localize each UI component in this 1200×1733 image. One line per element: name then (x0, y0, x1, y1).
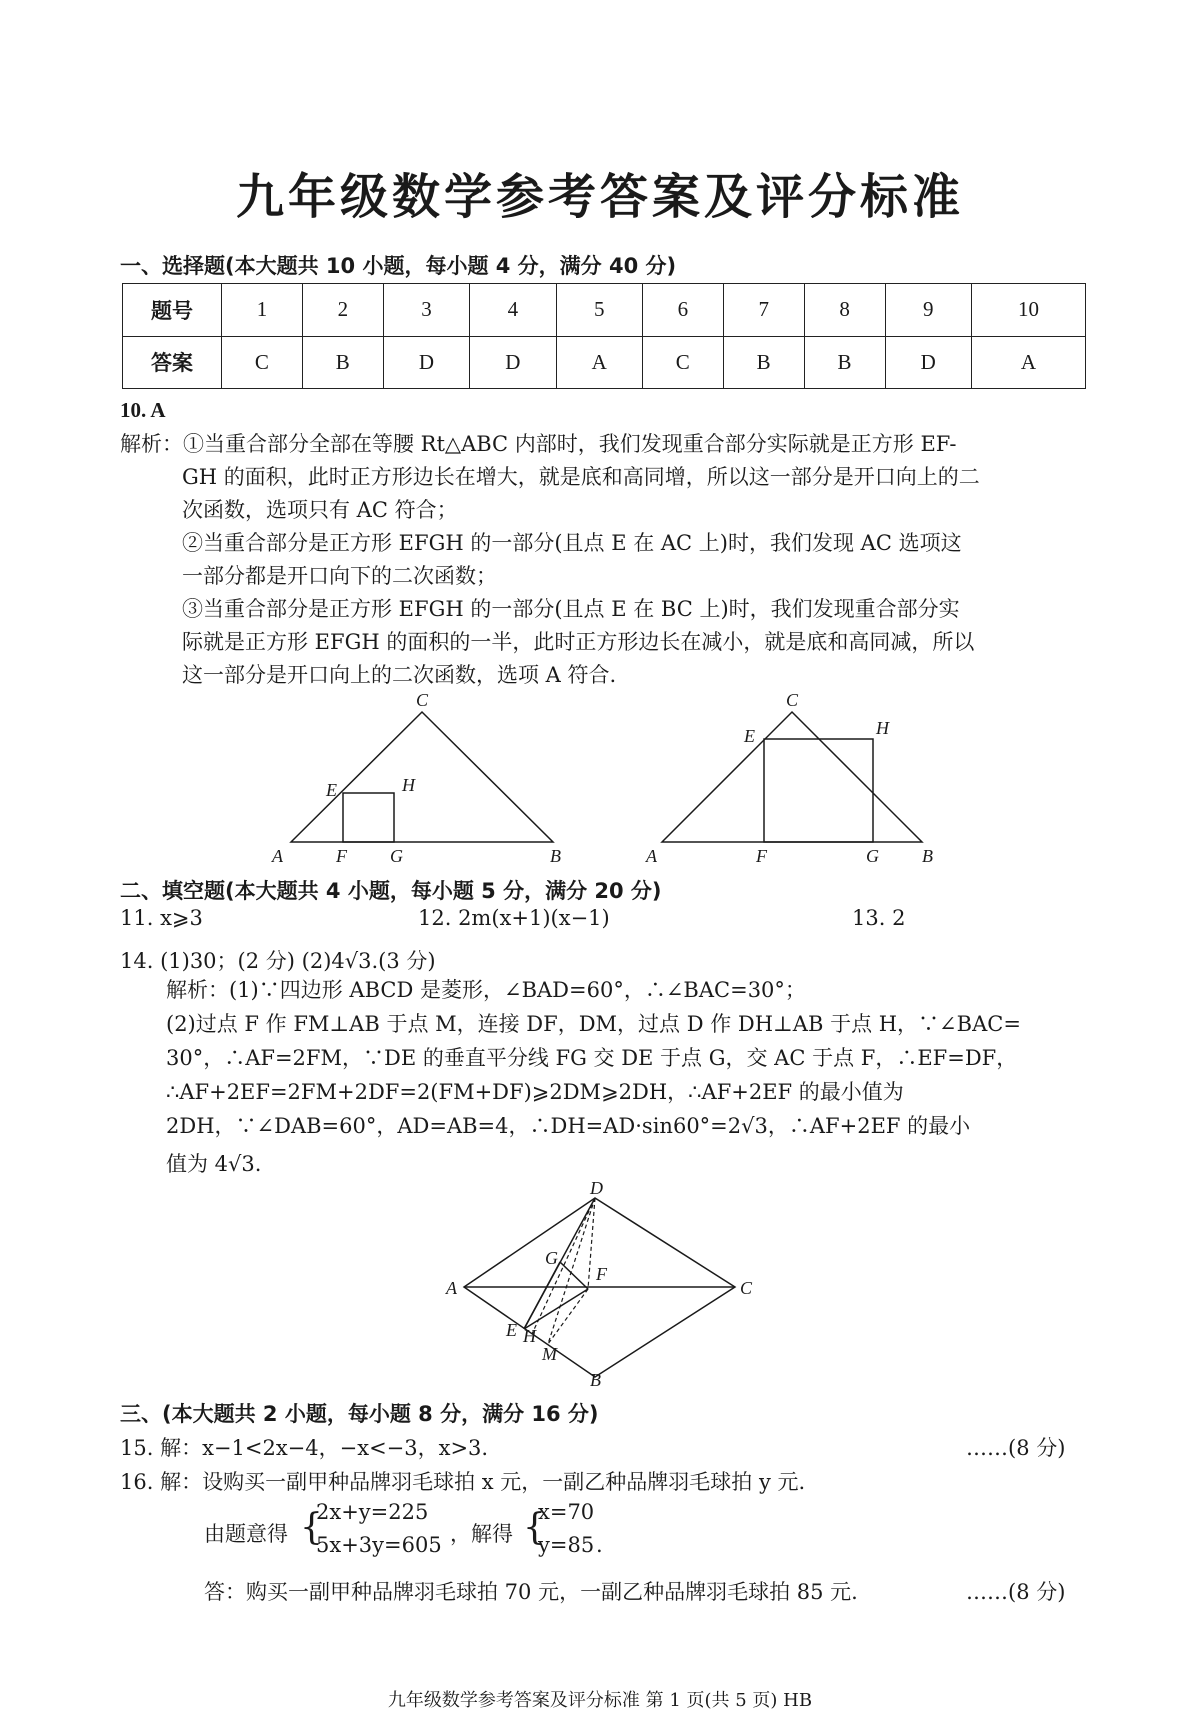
label-b: B (590, 1370, 601, 1390)
label-h: H (402, 775, 415, 795)
row-label-number: 题号 (123, 284, 222, 337)
q16-sol1: x=70 (538, 1500, 595, 1524)
q14-line: 值为 4√3. (166, 1152, 262, 1176)
label-m: M (542, 1344, 557, 1364)
label-e: E (744, 726, 755, 746)
table-row-numbers (123, 284, 1086, 337)
segment-fm (548, 1289, 588, 1344)
section3-heading: 三、(本大题共 2 小题，每小题 8 分，满分 16 分) (120, 1402, 599, 1426)
q10-head: 10. A (120, 398, 166, 422)
table-cell: 7 (723, 284, 804, 337)
label-a: A (272, 846, 283, 866)
table-cell: 4 (470, 284, 556, 337)
square-efgh (343, 793, 394, 842)
q14-line: ∴AF+2EF=2FM+2DF=2(FM+DF)⩾2DM⩾2DH，∴AF+2EF 的最小值为 (166, 1080, 904, 1104)
q10-line: 一部分都是开口向下的二次函数； (182, 564, 497, 588)
table-cell: 6 (642, 284, 723, 337)
page-footer: 九年级数学参考答案及评分标准 第 1 页(共 5 页) HB (387, 1690, 813, 1711)
label-c: C (416, 690, 429, 710)
brace-2: { (523, 1507, 546, 1548)
table-cell: C (222, 336, 303, 389)
q14-line: 2DH，∵∠DAB=60°，AD=AB=4，∴DH=AD·sin60°=2√3，∴AF+2EF 的最小 (166, 1114, 971, 1138)
label-c: C (786, 690, 799, 710)
q11-answer: 11. x⩾3 (120, 906, 203, 930)
table-cell: A (971, 336, 1085, 389)
table-cell: 10 (971, 284, 1085, 337)
label-h: H (523, 1326, 536, 1346)
table-cell: 8 (804, 284, 885, 337)
label-f: F (596, 1264, 607, 1284)
label-b: B (550, 846, 561, 866)
square-efgh (764, 739, 873, 842)
label-f: F (336, 846, 347, 866)
label-g: G (545, 1248, 558, 1268)
table-cell: C (642, 336, 723, 389)
q10-line: ③当重合部分是正方形 EFGH 的一部分(且点 E 在 BC 上)时，我们发现重合部分实 (182, 597, 960, 621)
segment-gf (560, 1262, 588, 1289)
segment-eg (524, 1262, 560, 1329)
q10-line: 次函数，选项只有 AC 符合； (182, 498, 458, 522)
label-h: H (876, 718, 889, 738)
label-c: C (740, 1278, 753, 1298)
table-cell: B (302, 336, 383, 389)
q10-line: 这一部分是开口向上的二次函数，选项 A 符合. (182, 663, 617, 687)
triangle-abc (291, 712, 553, 842)
q16-eq1: 2x+y=225 (316, 1500, 429, 1524)
q12-answer: 12. 2m(x+1)(x−1) (418, 906, 610, 930)
table-row-answers (123, 336, 1086, 389)
label-b: B (922, 846, 933, 866)
q15-answer: 15. 解：x−1<2x−4，−x<−3，x>3. (120, 1436, 489, 1460)
q14-line: (2)过点 F 作 FM⊥AB 于点 M，连接 DF，DM，过点 D 作 DH⊥AB 于点 H，∵∠BAC= (166, 1012, 1021, 1036)
label-g: G (390, 846, 403, 866)
q14-figure (440, 1180, 770, 1390)
q10-figure-1 (260, 690, 580, 870)
label-d: D (590, 1180, 603, 1198)
brace-1: { (300, 1507, 323, 1548)
segment-ef (524, 1289, 588, 1329)
section1-heading: 一、选择题(本大题共 10 小题，每小题 4 分，满分 40 分) (120, 254, 677, 278)
q10-line: 解析：①当重合部分全部在等腰 Rt△ABC 内部时，我们发现重合部分实际就是正方形 EF- (120, 432, 957, 456)
q14-head: 14. (1)30；(2 分) (2)4√3.(3 分) (120, 949, 436, 973)
label-e: E (326, 780, 337, 800)
table-cell: 3 (383, 284, 469, 337)
table-cell: 1 (222, 284, 303, 337)
label-a: A (646, 846, 657, 866)
label-f: F (756, 846, 767, 866)
q16-answer: 答：购买一副甲种品牌羽毛球拍 70 元，一副乙种品牌羽毛球拍 85 元. (204, 1580, 858, 1604)
table-cell: 9 (885, 284, 971, 337)
q16-prefix: 由题意得 (204, 1522, 288, 1546)
q16-sol2: y=85 (538, 1533, 595, 1557)
table-cell: B (804, 336, 885, 389)
q10-line: GH 的面积，此时正方形边长在增大，就是底和高同增，所以这一部分是开口向上的二 (182, 465, 980, 489)
q16-mid: ，解得 (450, 1522, 513, 1546)
label-e: E (506, 1320, 517, 1340)
table-cell: 2 (302, 284, 383, 337)
table-cell: D (383, 336, 469, 389)
table-cell: D (470, 336, 556, 389)
label-a: A (446, 1278, 457, 1298)
q13-answer: 13. 2 (852, 906, 906, 930)
table-cell: A (556, 336, 642, 389)
q16-end: . (596, 1533, 603, 1557)
table-cell: D (885, 336, 971, 389)
label-g: G (866, 846, 879, 866)
q15-score: ……(8 分) (966, 1436, 1066, 1460)
q16-head: 16. 解：设购买一副甲种品牌羽毛球拍 x 元，一副乙种品牌羽毛球拍 y 元. (120, 1470, 806, 1494)
answer-table (122, 283, 1086, 389)
q10-figure-2 (640, 690, 960, 870)
table-cell: B (723, 336, 804, 389)
row-label-answer: 答案 (123, 336, 222, 389)
q10-line: ②当重合部分是正方形 EFGH 的一部分(且点 E 在 AC 上)时，我们发现 AC 选项这 (182, 531, 962, 555)
page-title: 九年级数学参考答案及评分标准 (235, 169, 964, 225)
q16-eq2: 5x+3y=605 (316, 1533, 442, 1557)
q10-line: 际就是正方形 EFGH 的面积的一半，此时正方形边长在减小，就是底和高同减，所以 (182, 630, 975, 654)
q14-line: 30°，∴AF=2FM，∵DE 的垂直平分线 FG 交 DE 于点 G，交 AC 于点 F，∴EF=DF， (166, 1046, 1018, 1070)
q16-score: ……(8 分) (966, 1580, 1066, 1604)
q14-line: 解析：(1)∵四边形 ABCD 是菱形，∠BAD=60°，∴∠BAC=30°； (166, 978, 806, 1002)
table-cell: 5 (556, 284, 642, 337)
section2-heading: 二、填空题(本大题共 4 小题，每小题 5 分，满分 20 分) (120, 879, 662, 903)
